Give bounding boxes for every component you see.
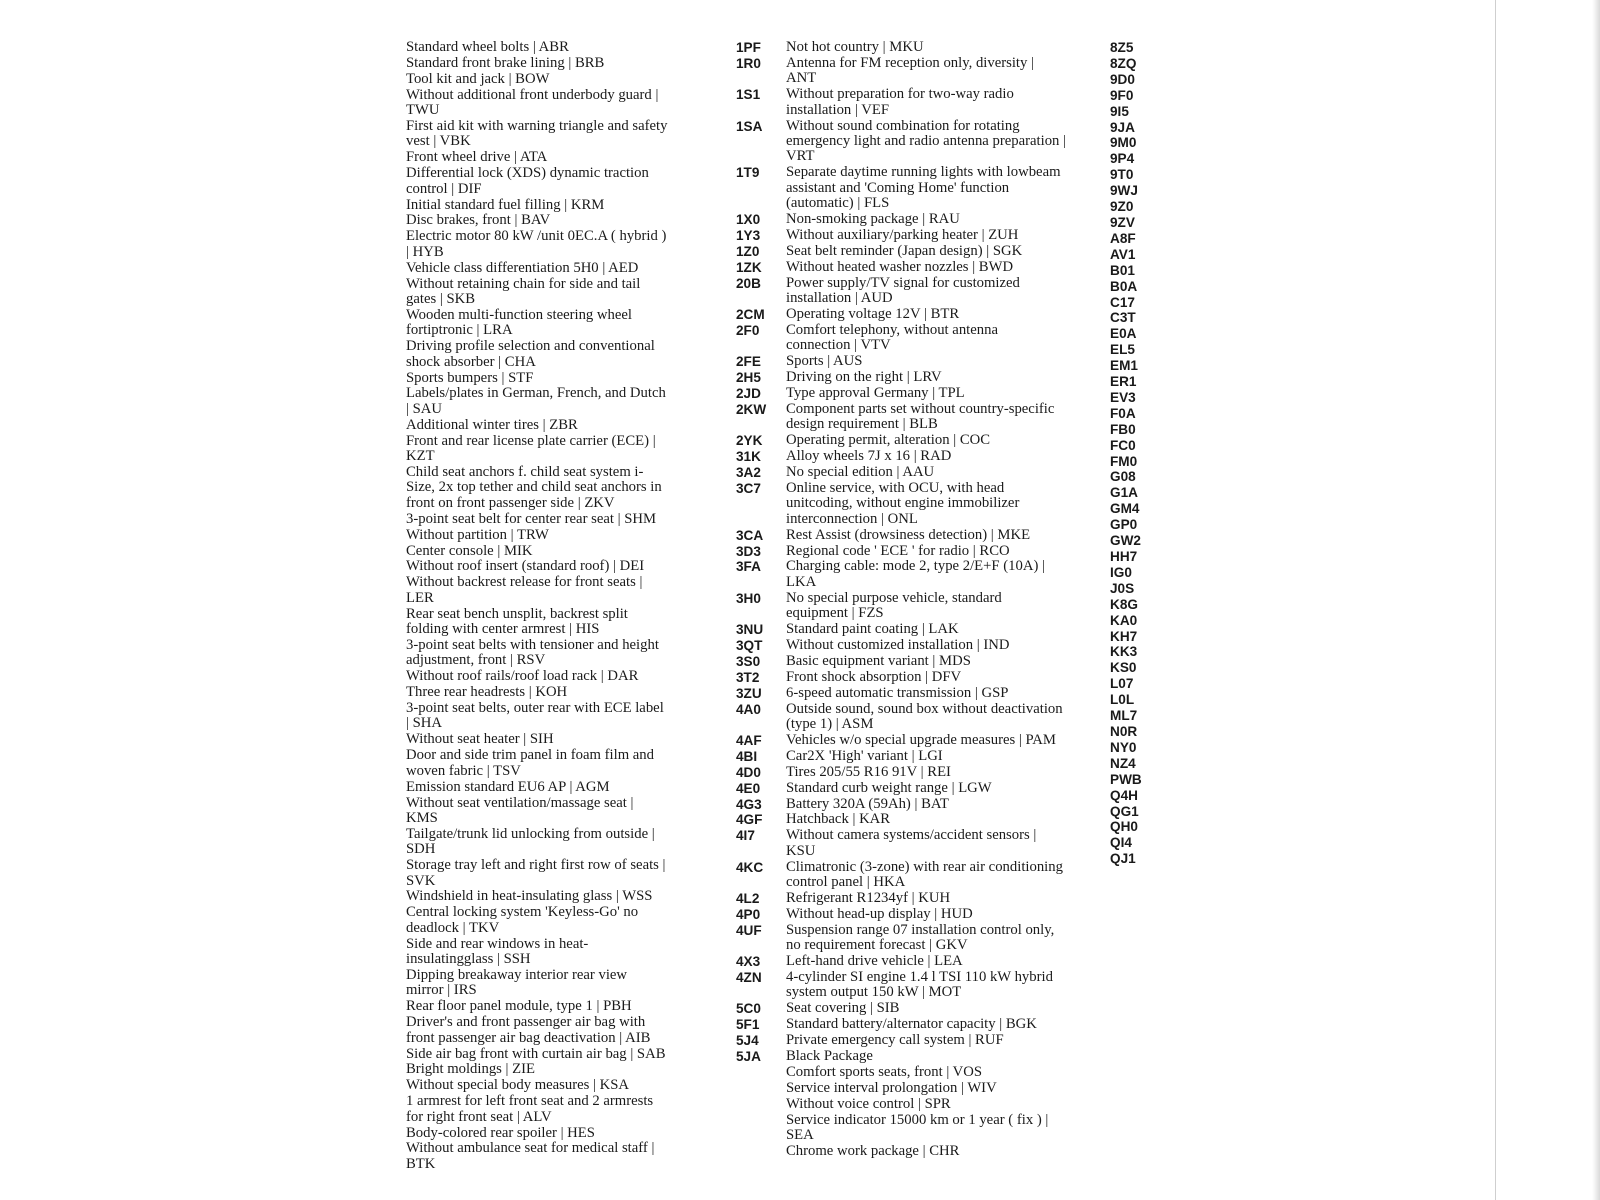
equipment-description-item: 3-point seat belts, outer rear with ECE label | SHA: [406, 700, 664, 732]
equipment-description-item: First aid kit with warning triangle and safety vest | VBK: [406, 118, 668, 150]
equipment-code: 4KC: [736, 859, 764, 875]
equipment-code: 3S0: [736, 653, 761, 669]
equipment-pair-row: [736, 544, 1066, 559]
equipment-pair-row: [736, 559, 1066, 590]
equipment-code-item: PWB: [1110, 771, 1142, 787]
equipment-code-item: J0S: [1110, 580, 1135, 596]
equipment-code-item: K8G: [1110, 596, 1138, 612]
equipment-code-item: G08: [1110, 469, 1136, 485]
equipment-description: 6-speed automatic transmission | GSP: [786, 684, 1009, 701]
equipment-description: Online service, with OCU, with head unitcoding, without engine immobilizer interconnection | ONL: [786, 479, 1020, 527]
equipment-description-item: 3-point seat belt for center rear seat | SHM: [406, 510, 657, 527]
equipment-code-item: B01: [1110, 262, 1135, 278]
equipment-code: 4X3: [736, 954, 761, 970]
equipment-pair-row: [736, 260, 1066, 275]
equipment-description: Car2X 'High' variant | LGI: [786, 747, 943, 764]
equipment-description-item: Rear floor panel module, type 1 | PBH: [406, 998, 632, 1015]
equipment-code: 2KW: [736, 401, 767, 417]
equipment-pair-row: [736, 119, 1066, 165]
equipment-description-item: Side and rear windows in heat-insulatingglass | SSH: [406, 935, 589, 968]
equipment-code-item: QH0: [1110, 819, 1138, 835]
equipment-code: 1PF: [736, 40, 761, 55]
equipment-description: 4-cylinder SI engine 1.4 l TSI 110 kW hybrid system output 150 kW | MOT: [786, 968, 1053, 1001]
equipment-pair-row: [736, 244, 1066, 259]
equipment-code: 1S1: [736, 87, 761, 103]
equipment-code-item: 9WJ: [1110, 183, 1138, 199]
equipment-code: 5C0: [736, 1001, 761, 1017]
equipment-pair-row: [736, 970, 1066, 1001]
equipment-pair-row: [736, 907, 1066, 922]
equipment-description: Black Package: [786, 1048, 873, 1064]
equipment-code: 4AF: [736, 732, 762, 748]
equipment-description: Service interval prolongation | WIV: [786, 1079, 997, 1096]
equipment-pair-row: [736, 781, 1066, 796]
equipment-description: Without customized installation | IND: [786, 636, 1010, 653]
equipment-code-item: GM4: [1110, 501, 1140, 517]
equipment-description: Without voice control | SPR: [786, 1095, 951, 1112]
equipment-description-item: Center console | MIK: [406, 542, 533, 559]
equipment-description-item: Differential lock (XDS) dynamic traction control | DIF: [406, 165, 649, 197]
equipment-description: Driving on the right | LRV: [786, 369, 942, 386]
equipment-description-item: Front wheel drive | ATA: [406, 149, 548, 166]
equipment-description-item: Front and rear license plate carrier (ECE) | KZT: [406, 432, 656, 465]
equipment-code: 1Z0: [736, 243, 760, 259]
equipment-pair-row: [736, 433, 1066, 448]
scan-fold-line: [1495, 0, 1496, 1200]
equipment-description-item: Without additional front underbody guard | TWU: [406, 86, 659, 119]
equipment-description: Type approval Germany | TPL: [786, 384, 965, 401]
equipment-description: Outside sound, sound box without deactivation (type 1) | ASM: [786, 700, 1063, 732]
equipment-description: Component parts set without country-specific design requirement | BLB: [786, 400, 1055, 433]
equipment-description-item: Bright moldings | ZIE: [406, 1061, 536, 1078]
equipment-description-item: Without backrest release for front seats | LER: [406, 574, 643, 606]
equipment-pair-row: [736, 1049, 1066, 1064]
equipment-code-item: Q4H: [1110, 787, 1138, 803]
equipment-code: 2CM: [736, 306, 765, 322]
equipment-description: Left-hand drive vehicle | LEA: [786, 953, 963, 970]
equipment-code: 3D3: [736, 543, 761, 559]
equipment-code-item: 9F0: [1110, 87, 1134, 103]
equipment-description: Sports | AUS: [786, 353, 863, 370]
equipment-code-item: GW2: [1110, 533, 1141, 549]
equipment-code-item: C17: [1110, 294, 1135, 310]
equipment-code-item: 8ZQ: [1110, 55, 1137, 71]
equipment-pair-row: [736, 528, 1066, 543]
equipment-code-item: C3T: [1110, 310, 1136, 326]
equipment-pair-row: [736, 860, 1066, 891]
equipment-code-item: L07: [1110, 676, 1134, 692]
equipment-description: Basic equipment variant | MDS: [786, 652, 971, 669]
equipment-description-item: Child seat anchors f. child seat system i-Size, 2x top tether and child seat anchors in front on front passenger side | ZKV: [406, 463, 662, 511]
equipment-code: 20B: [736, 275, 761, 291]
equipment-code-item: B0A: [1110, 278, 1138, 294]
equipment-description: Climatronic (3-zone) with rear air conditioning control panel | HKA: [786, 858, 1063, 891]
equipment-pair-row: [736, 954, 1066, 969]
equipment-description-item: Door and side trim panel in foam film and woven fabric | TSV: [406, 747, 654, 779]
equipment-pair-row: [736, 797, 1066, 812]
equipment-pair-row: [736, 654, 1066, 669]
equipment-description-item: Body-colored rear spoiler | HES: [406, 1124, 595, 1141]
equipment-code: 4UF: [736, 922, 762, 938]
equipment-pair-row: [736, 1065, 1066, 1080]
equipment-description: Seat belt reminder (Japan design) | SGK: [786, 242, 1023, 259]
equipment-description: Chrome work package | CHR: [786, 1142, 960, 1159]
equipment-description: Without heated washer nozzles | BWD: [786, 258, 1014, 275]
equipment-code-item: EL5: [1110, 342, 1135, 358]
equipment-description: Alloy wheels 7J x 16 | RAD: [786, 448, 952, 465]
equipment-code-item: 9ZV: [1110, 214, 1135, 230]
equipment-pair-row: [736, 622, 1066, 637]
equipment-code-item: F0A: [1110, 405, 1136, 421]
equipment-description: Standard battery/alternator capacity | BGK: [786, 1016, 1037, 1033]
equipment-description-item: Without special body measures | KSA: [406, 1077, 630, 1094]
equipment-pair-row: [736, 923, 1066, 954]
equipment-code: 31K: [736, 449, 761, 465]
equipment-description-item: Electric motor 80 kW /unit 0EC.A ( hybrid ) | HYB: [406, 228, 667, 260]
equipment-code-item: ML7: [1110, 708, 1138, 724]
equipment-code-description-column: [736, 40, 1066, 1160]
equipment-code-item: 8Z5: [1110, 40, 1134, 55]
equipment-pair-row: [736, 481, 1066, 527]
equipment-code: 2F0: [736, 322, 760, 338]
equipment-description: Operating permit, alteration | COC: [786, 432, 991, 449]
equipment-pair-row: [736, 638, 1066, 653]
equipment-code: 1Y3: [736, 227, 761, 243]
equipment-code: 1ZK: [736, 259, 762, 275]
equipment-description-item: Tool kit and jack | BOW: [406, 70, 550, 87]
equipment-code: 1R0: [736, 55, 761, 71]
equipment-description: Power supply/TV signal for customized installation | AUD: [786, 274, 1020, 306]
equipment-description: Battery 320A (59Ah) | BAT: [786, 795, 949, 812]
equipment-description: Vehicles w/o special upgrade measures | PAM: [786, 731, 1056, 748]
equipment-code: 2FE: [736, 354, 761, 370]
equipment-description-item: Central locking system 'Keyless-Go' no deadlock | TKV: [406, 904, 639, 936]
equipment-description-item: Labels/plates in German, French, and Dutch | SAU: [406, 385, 666, 417]
equipment-description-item: 1 armrest for left front seat and 2 armrests for right front seat | ALV: [406, 1093, 654, 1125]
equipment-code-item: NY0: [1110, 739, 1137, 755]
equipment-pair-row: [736, 686, 1066, 701]
equipment-description: Without sound combination for rotating emergency light and radio antenna preparation | VRT: [786, 117, 1066, 165]
equipment-code-item: KA0: [1110, 612, 1138, 628]
equipment-description-item: Without seat ventilation/massage seat | KMS: [406, 794, 634, 826]
equipment-description: Operating voltage 12V | BTR: [786, 305, 960, 322]
equipment-pair-row: [736, 228, 1066, 243]
equipment-description-item: Side air bag front with curtain air bag | SAB: [406, 1045, 666, 1062]
equipment-code-item: NZ4: [1110, 755, 1136, 771]
equipment-description: Antenna for FM reception only, diversity | ANT: [786, 54, 1034, 87]
equipment-code-item: KS0: [1110, 660, 1137, 676]
equipment-description-item: 3-point seat belts with tensioner and height adjustment, front | RSV: [406, 636, 659, 669]
equipment-pair-row: [736, 1081, 1066, 1096]
equipment-code-item: 9JA: [1110, 119, 1135, 135]
equipment-code: 1X0: [736, 211, 761, 227]
equipment-code-item: FC0: [1110, 437, 1136, 453]
equipment-description: No special edition | AAU: [786, 463, 935, 480]
equipment-description-item: Without roof rails/roof load rack | DAR: [406, 668, 639, 685]
equipment-code: 4P0: [736, 906, 761, 922]
equipment-code: 5JA: [736, 1049, 761, 1064]
equipment-code-item: IG0: [1110, 564, 1132, 580]
equipment-code-item: ER1: [1110, 374, 1137, 390]
equipment-code: 3CA: [736, 527, 764, 543]
equipment-code-item: EV3: [1110, 389, 1136, 405]
equipment-description: Without head-up display | HUD: [786, 905, 973, 922]
equipment-description-item: Standard front brake lining | BRB: [406, 54, 605, 71]
equipment-code: 3NU: [736, 622, 764, 638]
equipment-pair-row: [736, 733, 1066, 748]
equipment-code-item: 9M0: [1110, 135, 1137, 151]
equipment-pair-row: [736, 749, 1066, 764]
equipment-description-item: Without partition | TRW: [406, 526, 549, 543]
equipment-description: Suspension range 07 installation control only, no requirement forecast | GKV: [786, 921, 1055, 954]
equipment-pair-row: [736, 1033, 1066, 1048]
equipment-description-item: Disc brakes, front | BAV: [406, 212, 551, 229]
equipment-description-item: Wooden multi-function steering wheel fortiptronic | LRA: [406, 306, 633, 339]
equipment-code-item: GP0: [1110, 517, 1138, 533]
equipment-description-item: Additional winter tires | ZBR: [406, 416, 578, 433]
equipment-code-item: KH7: [1110, 628, 1138, 644]
equipment-pair-row: [736, 370, 1066, 385]
scan-page-edge: [1592, 0, 1600, 1200]
equipment-pair-row: [736, 165, 1066, 211]
equipment-description: Private emergency call system | RUF: [786, 1032, 1004, 1049]
equipment-description: Without camera systems/accident sensors | KSU: [786, 827, 1037, 859]
equipment-description-item: Vehicle class differentiation 5H0 | AED: [406, 259, 639, 276]
equipment-pair-row: [736, 670, 1066, 685]
equipment-description: Hatchback | KAR: [786, 811, 891, 828]
equipment-description-item: Dipping breakaway interior rear view mirror | IRS: [406, 966, 628, 999]
equipment-description-item: Standard wheel bolts | ABR: [406, 39, 569, 55]
equipment-description-item: Without seat heater | SIH: [406, 731, 554, 748]
equipment-description-item: Tailgate/trunk lid unlocking from outside | SDH: [406, 825, 655, 858]
equipment-pair-row: [736, 1113, 1066, 1144]
equipment-code-item: 9I5: [1110, 103, 1129, 119]
equipment-code: 4D0: [736, 764, 761, 780]
equipment-description-item: Initial standard fuel filling | KRM: [406, 196, 605, 213]
equipment-code-item: E0A: [1110, 326, 1137, 342]
equipment-description: Non-smoking package | RAU: [786, 210, 960, 227]
equipment-pair-row: [736, 56, 1066, 87]
equipment-code: 4E0: [736, 780, 761, 796]
equipment-description: Not hot country | MKU: [786, 39, 924, 55]
equipment-description-item: Driver's and front passenger air bag with front passenger air bag deactivation | AIB: [406, 1014, 651, 1046]
equipment-code-item: KK3: [1110, 644, 1138, 660]
equipment-code: 4L2: [736, 890, 760, 906]
equipment-code: 1SA: [736, 118, 763, 134]
equipment-code-item: A8F: [1110, 230, 1136, 246]
equipment-description-column: [406, 40, 668, 1173]
equipment-description: No special purpose vehicle, standard equipment | FZS: [786, 589, 1002, 622]
equipment-description-item: Sports bumpers | STF: [406, 369, 534, 386]
equipment-code-item: 9P4: [1110, 151, 1135, 167]
equipment-description: Without preparation for two-way radio installation | VEF: [786, 86, 1014, 118]
equipment-code: 2H5: [736, 370, 761, 386]
equipment-description: Charging cable: mode 2, type 2/E+F (10A) | LKA: [786, 558, 1045, 590]
equipment-description: Comfort sports seats, front | VOS: [786, 1063, 983, 1080]
equipment-code: 3FA: [736, 559, 761, 575]
equipment-description: Rest Assist (drowsiness detection) | MKE: [786, 526, 1031, 543]
equipment-code-item: G1A: [1110, 485, 1138, 501]
equipment-code-list-column: [1110, 40, 1200, 867]
equipment-description-item: Emission standard EU6 AP | AGM: [406, 778, 610, 795]
equipment-code-item: 9D0: [1110, 71, 1135, 87]
equipment-code: 2YK: [736, 433, 763, 449]
equipment-description: Standard curb weight range | LGW: [786, 779, 992, 796]
equipment-code: 1T9: [736, 165, 760, 181]
equipment-code: 5F1: [736, 1017, 760, 1033]
equipment-description-item: Windshield in heat-insulating glass | WSS: [406, 888, 653, 905]
equipment-code: 3A2: [736, 464, 761, 480]
equipment-code-item: FM0: [1110, 453, 1138, 469]
equipment-pair-row: [736, 591, 1066, 622]
equipment-code-item: QI4: [1110, 835, 1132, 851]
equipment-description: Tires 205/55 R16 91V | REI: [786, 763, 951, 780]
equipment-description: Refrigerant R1234yf | KUH: [786, 889, 951, 906]
equipment-description: Seat covering | SIB: [786, 1000, 900, 1017]
equipment-pair-row: [736, 1097, 1066, 1112]
equipment-pair-row: [736, 1144, 1066, 1159]
equipment-code: 4BI: [736, 748, 758, 764]
equipment-description-item: Without ambulance seat for medical staff | BTK: [406, 1140, 655, 1172]
equipment-pair-row: [736, 828, 1066, 859]
equipment-pair-row: [736, 402, 1066, 433]
equipment-code-item: FB0: [1110, 421, 1136, 437]
equipment-code: 3H0: [736, 590, 761, 606]
equipment-description: Standard paint coating | LAK: [786, 621, 959, 638]
equipment-pair-row: [736, 307, 1066, 322]
equipment-pair-row: [736, 212, 1066, 227]
equipment-pair-row: [736, 40, 1066, 55]
equipment-description: Separate daytime running lights with lowbeam assistant and 'Coming Home' function (automatic) | FLS: [786, 164, 1061, 212]
equipment-code: 3C7: [736, 480, 761, 496]
equipment-code-item: HH7: [1110, 549, 1138, 564]
equipment-code-item: EM1: [1110, 358, 1138, 374]
equipment-pair-row: [736, 465, 1066, 480]
equipment-description-item: Three rear headrests | KOH: [406, 684, 568, 701]
equipment-code-item: QG1: [1110, 803, 1139, 819]
equipment-code: 3ZU: [736, 685, 762, 701]
equipment-pair-row: [736, 891, 1066, 906]
equipment-description: Service indicator 15000 km or 1 year ( fix ) | SEA: [786, 1111, 1049, 1144]
equipment-pair-row: [736, 386, 1066, 401]
equipment-pair-row: [736, 323, 1066, 354]
equipment-description: Regional code ' ECE ' for radio | RCO: [786, 542, 1010, 559]
equipment-code: 4GF: [736, 812, 763, 828]
equipment-code-item: AV1: [1110, 246, 1136, 262]
equipment-pair-row: [736, 449, 1066, 464]
equipment-description: Without auxiliary/parking heater | ZUH: [786, 226, 1019, 243]
equipment-description-item: Driving profile selection and conventional shock absorber | CHA: [406, 338, 655, 370]
equipment-code: 3T2: [736, 669, 760, 685]
equipment-pair-row: [736, 1017, 1066, 1032]
equipment-description-item: Storage tray left and right first row of seats | SVK: [406, 857, 666, 889]
equipment-description: Front shock absorption | DFV: [786, 668, 962, 685]
equipment-pair-row: [736, 276, 1066, 307]
equipment-code: 4A0: [736, 701, 761, 717]
equipment-code: 5J4: [736, 1033, 759, 1049]
equipment-pair-row: [736, 87, 1066, 118]
equipment-code: 3QT: [736, 637, 763, 653]
equipment-code-item: N0R: [1110, 723, 1138, 739]
equipment-code-item: 9T0: [1110, 167, 1134, 183]
equipment-code: 4I7: [736, 828, 755, 844]
equipment-code: 4ZN: [736, 969, 762, 985]
equipment-pair-row: [736, 765, 1066, 780]
equipment-description-item: Rear seat bench unsplit, backrest split folding with center armrest | HIS: [406, 605, 628, 638]
equipment-code: 4G3: [736, 796, 762, 812]
equipment-code-item: L0L: [1110, 692, 1135, 708]
equipment-pair-row: [736, 1001, 1066, 1016]
equipment-pair-row: [736, 812, 1066, 827]
equipment-code-item: 9Z0: [1110, 199, 1134, 215]
equipment-description: Comfort telephony, without antenna connection | VTV: [786, 321, 998, 354]
equipment-pair-row: [736, 354, 1066, 369]
equipment-description-item: Without roof insert (standard roof) | DEI: [406, 558, 645, 575]
equipment-description-item: Without retaining chain for side and tail gates | SKB: [406, 275, 641, 307]
equipment-code: 2JD: [736, 385, 761, 401]
equipment-pair-row: [736, 702, 1066, 733]
equipment-code-item: QJ1: [1110, 851, 1136, 867]
